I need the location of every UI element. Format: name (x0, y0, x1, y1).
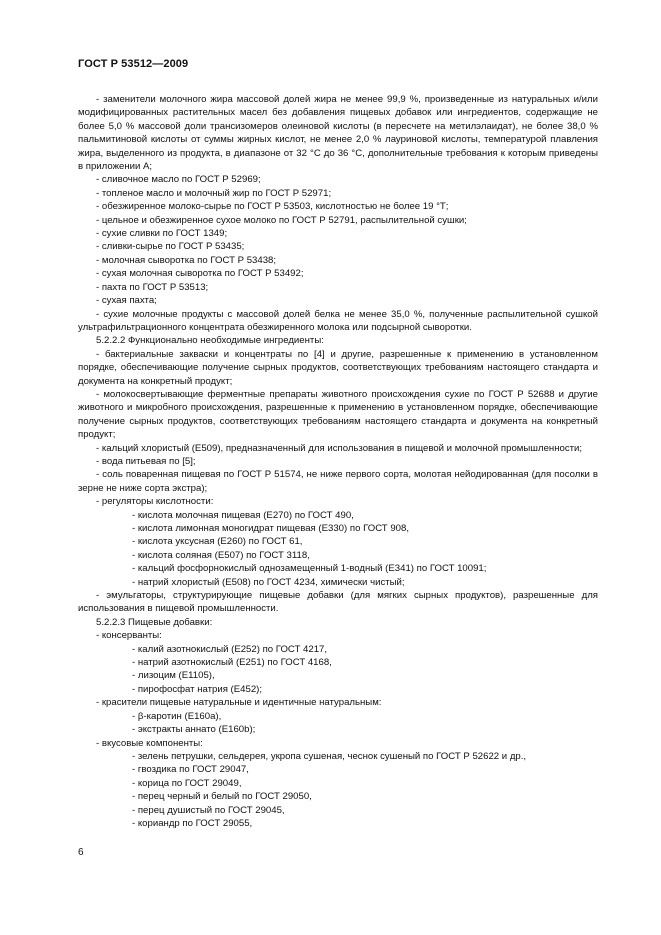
sub-list-item: - калий азотнокислый (Е252) по ГОСТ 4217, (132, 643, 328, 655)
sub-list-item: - гвоздика по ГОСТ 29047, (132, 764, 249, 776)
list-item: - сливки-сырье по ГОСТ Р 53435; (96, 241, 245, 253)
sub-list-item: - корица по ГОСТ 29049, (132, 777, 242, 789)
list-item: - сухие сливки по ГОСТ 1349; (96, 228, 228, 240)
sub-list-item: - лизоцим (Е1105), (132, 670, 215, 682)
list-item: - консерванты: (96, 630, 162, 642)
list-item: - сухая пахта; (96, 295, 157, 307)
list-item: - сухая молочная сыворотка по ГОСТ Р 53492; (96, 268, 304, 280)
list-item: - пахта по ГОСТ Р 53513; (96, 281, 209, 293)
list-item: - сливочное масло по ГОСТ Р 52969; (96, 174, 261, 186)
list-item: - обезжиренное молоко-сырье по ГОСТ Р 53503, кислотностью не более 19 °Т; (96, 201, 449, 213)
sub-list-item: - кислота соляная (Е507) по ГОСТ 3118, (132, 549, 310, 561)
sub-list-item: - кислота лимонная моногидрат пищевая (Е330) по ГОСТ 908, (132, 523, 409, 534)
list-item: - топленое масло и молочный жир по ГОСТ Р 52971; (96, 187, 332, 199)
sub-list-item: - пирофосфат натрия (Е452); (132, 683, 263, 695)
list-item: 5.2.2.2 Функционально необходимые ингредиенты: (96, 335, 324, 347)
sub-list-item: - β-каротин (Е160а), (132, 710, 222, 722)
sub-list-item: - кориандр по ГОСТ 29055, (132, 817, 253, 829)
sub-list-item: - натрий азотнокислый (Е251) по ГОСТ 4168, (132, 657, 332, 669)
sub-list-item: - кислота уксусная (Е260) по ГОСТ 61, (132, 536, 303, 548)
paragraph: - сухие молочные продукты с массовой долей белка не менее 35,0 %, полученные распылительной сушкой ультрафильтрационного концентрата обезжиренного молока или подсырной сыворотки. (78, 308, 598, 333)
paragraph: - бактериальные закваски и концентраты по [4] и другие, разрешенные к применению в установленном порядке, обеспечивающие получение сырных продуктов, соответствующих требованиям настоящего стандарта и документа на конкретный продукт; (78, 348, 598, 387)
sub-list-item: - кальций фосфорнокислый однозамещенный 1-водный (Е341) по ГОСТ 10091; (132, 563, 487, 575)
document-body (78, 93, 598, 830)
list-item: - цельное и обезжиренное сухое молоко по ГОСТ Р 52791, распылительной сушки; (96, 214, 467, 226)
sub-list-item: - натрий хлористый (Е508) по ГОСТ 4234, химически чистый; (132, 576, 405, 588)
paragraph: - эмульгаторы, структурирующие пищевые добавки (для мягких сырных продуктов), разрешенные для использования в пищевой промышленности. (78, 590, 598, 615)
page-header: ГОСТ Р 53512—2009 (78, 58, 189, 70)
list-item: - красители пищевые натуральные и идентичные натуральным: (96, 697, 382, 709)
paragraph: - молокосвертывающие ферментные препараты животного происхождения сухие по ГОСТ Р 52688 и другие животного и микробного происхождения, разрешенные к применению в установленном порядке, обеспечивающие получение сырных продуктов, соответствующих требованиям настоящего стандарта и документа на конкретный продукт; (78, 388, 598, 441)
sub-list-item: - перец черный и белый по ГОСТ 29050, (132, 791, 312, 803)
sub-list-item: - экстракты аннато (Е160b); (132, 724, 256, 736)
sub-list-item: - перец душистый по ГОСТ 29045, (132, 804, 285, 816)
paragraph: - заменители молочного жира массовой долей жира не менее 99,9 %, произведенные из натуральных и/или модифицированных растительных масел без добавления пищевых добавок или ингредиентов, содержащие не более 5,0 % массовой доли трансизомеров олеиновой кислоты (в пересчете на метилэлаидат), не более 38,0 % пальмитиновой кислоты от суммы жирных кислот, не менее 2,0 % лауриновой кислоты, температурой плавления жира, выделенного из продукта, в диапазоне от 32 °С до 36 °С, дополнительные требования к которым приведены в приложении А; (78, 94, 598, 173)
list-item: 5.2.2.3 Пищевые добавки: (96, 616, 213, 628)
paragraph: - кальций хлористый (Е509), предназначенный для использования в пищевой и молочной промышленности; (96, 442, 583, 454)
list-item: - вода питьевая по [5]; (96, 455, 196, 467)
sub-list-item: - кислота молочная пищевая (Е270) по ГОСТ 490, (132, 509, 354, 521)
list-item: - регуляторы кислотности: (96, 496, 214, 508)
paragraph: - соль поваренная пищевая по ГОСТ Р 51574, не ниже первого сорта, молотая нейодированная (для посолки в зерне не ниже сорта экстра); (78, 469, 598, 494)
list-item: - молочная сыворотка по ГОСТ Р 53438; (96, 254, 277, 266)
sub-list-item: - зелень петрушки, сельдерея, укропа сушеная, чеснок сушеный по ГОСТ Р 52622 и др., (132, 750, 527, 762)
list-item: - вкусовые компоненты: (96, 737, 203, 749)
page-number: 6 (78, 847, 84, 858)
